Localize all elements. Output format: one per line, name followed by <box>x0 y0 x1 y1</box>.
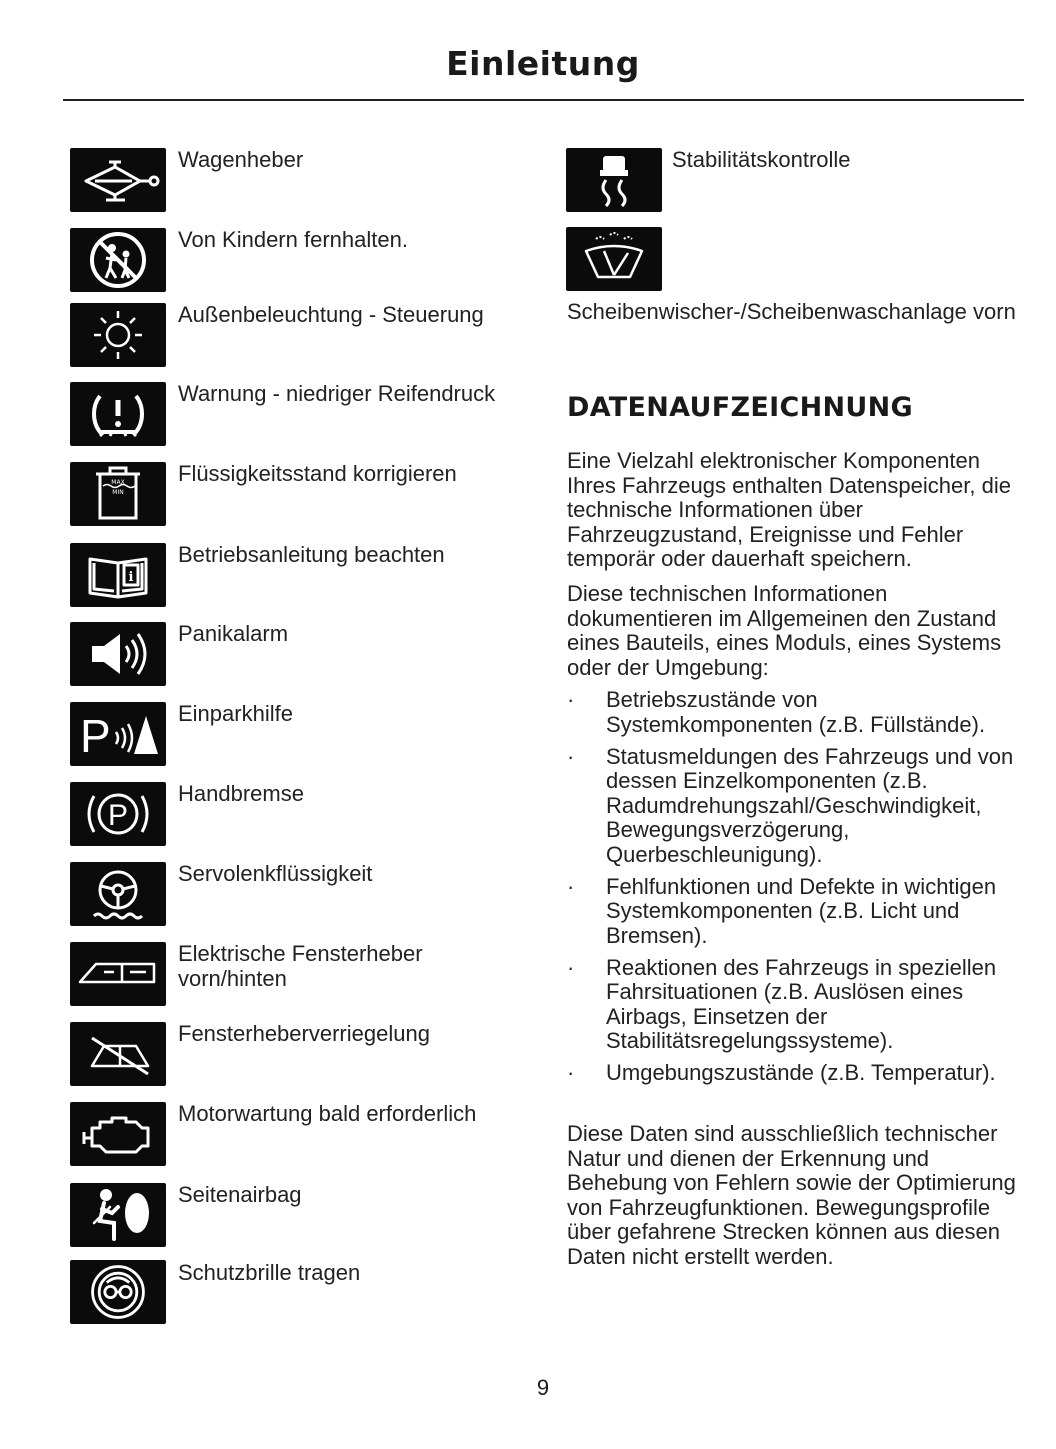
svg-text:i: i <box>128 570 134 585</box>
wiper-label: Scheibenwischer-/Scheibenwaschanlage vorn <box>567 299 1016 324</box>
icon-letter: P <box>107 799 129 832</box>
parking-brake-icon <box>70 782 166 846</box>
section-heading: DATENAUFZEICHNUNG <box>567 392 913 423</box>
list-item: · Fehlfunktionen und Defekte in wichtigen Systemkomponenten (z.B. Licht und Bremsen). <box>567 875 1027 949</box>
symbol-label: Fensterheberverriegelung <box>178 1021 430 1046</box>
symbol-label: Stabilitätskontrolle <box>672 147 851 172</box>
parking-aid-icon <box>70 702 166 766</box>
symbol-label: Betriebsanleitung beachten <box>178 542 445 567</box>
symbol-label: Außenbeleuchtung - Steuerung <box>178 302 484 327</box>
symbol-label: Servolenkflüssigkeit <box>178 861 373 886</box>
symbol-label: Warnung - niedriger Reifendruck <box>178 381 496 406</box>
windshield-wiper-washer-icon <box>566 227 662 291</box>
symbol-label: Motorwartung bald erforderlich <box>178 1101 477 1126</box>
symbol-label: Elektrische Fensterheber vorn/hinten <box>178 941 423 991</box>
symbol-label: Seitenairbag <box>178 1182 302 1207</box>
symbol-label: Panikalarm <box>178 621 289 646</box>
symbol-label: Wagenheber <box>178 147 304 172</box>
bullet-list <box>567 688 1027 1093</box>
paragraph-2: Diese technischen Informationen dokumentieren im Allgemeinen den Zustand eines Bauteils, eines Moduls, eines Systems oder der Umgebung: <box>567 581 1002 680</box>
safety-glasses-icon <box>70 1260 166 1324</box>
panic-alarm-icon <box>70 622 166 686</box>
car-jack-icon <box>70 148 166 212</box>
symbol-label: Handbremse <box>178 781 304 806</box>
header-divider <box>63 99 1024 101</box>
low-tire-pressure-icon <box>70 382 166 446</box>
page-title: Einleitung <box>446 44 640 83</box>
window-lock-icon <box>70 1022 166 1086</box>
icon-max-text: MAX <box>111 479 125 486</box>
power-steering-fluid-icon <box>70 862 166 926</box>
list-item: · Umgebungszustände (z.B. Temperatur). <box>567 1061 1027 1086</box>
exterior-lighting-icon <box>70 303 166 367</box>
list-item: · Reaktionen des Fahrzeugs in speziellen Fahrsituationen (z.B. Auslösen eines Airbags, Einsetzen der Stabilitätsregelungssysteme). <box>567 956 1027 1054</box>
page-number: 9 <box>536 1375 550 1400</box>
icon-min-text: MIN <box>112 489 124 496</box>
list-item: · Statusmeldungen des Fahrzeugs und von dessen Einzelkomponenten (z.B. Radumdrehungszahl/Geschwindigkeit, Bewegungsverzögerung, Querbeschleunigung). <box>567 745 1027 868</box>
power-windows-icon <box>70 942 166 1006</box>
symbol-label: Von Kindern fernhalten. <box>178 227 408 252</box>
list-item: · Betriebszustände von Systemkomponenten (z.B. Füllstände). <box>567 688 1027 737</box>
engine-service-icon <box>70 1102 166 1166</box>
symbol-label: Schutzbrille tragen <box>178 1260 361 1285</box>
symbol-label: Einparkhilfe <box>178 701 293 726</box>
symbol-label: Flüssigkeitsstand korrigieren <box>178 461 457 486</box>
side-airbag-icon <box>70 1183 166 1247</box>
paragraph-3: Diese Daten sind ausschließlich technischer Natur und dienen der Erkennung und Behebung von Fehlern sowie der Optimierung von Fahrzeugfunktionen. Bewegungsprofile über gefahrene Strecken können aus diesen Daten nicht erstellt werden. <box>567 1121 1016 1269</box>
keep-away-from-children-icon <box>70 228 166 292</box>
owners-manual-icon <box>70 543 166 607</box>
icon-letter: P <box>80 710 111 762</box>
paragraph-1: Eine Vielzahl elektronischer Komponenten Ihres Fahrzeugs enthalten Datenspeicher, die technische Informationen über Fahrzeugzustand, Ereignisse und Fehler temporär oder dauerhaft speichern. <box>567 448 1011 571</box>
stability-control-icon <box>566 148 662 212</box>
fluid-level-icon <box>70 462 166 526</box>
